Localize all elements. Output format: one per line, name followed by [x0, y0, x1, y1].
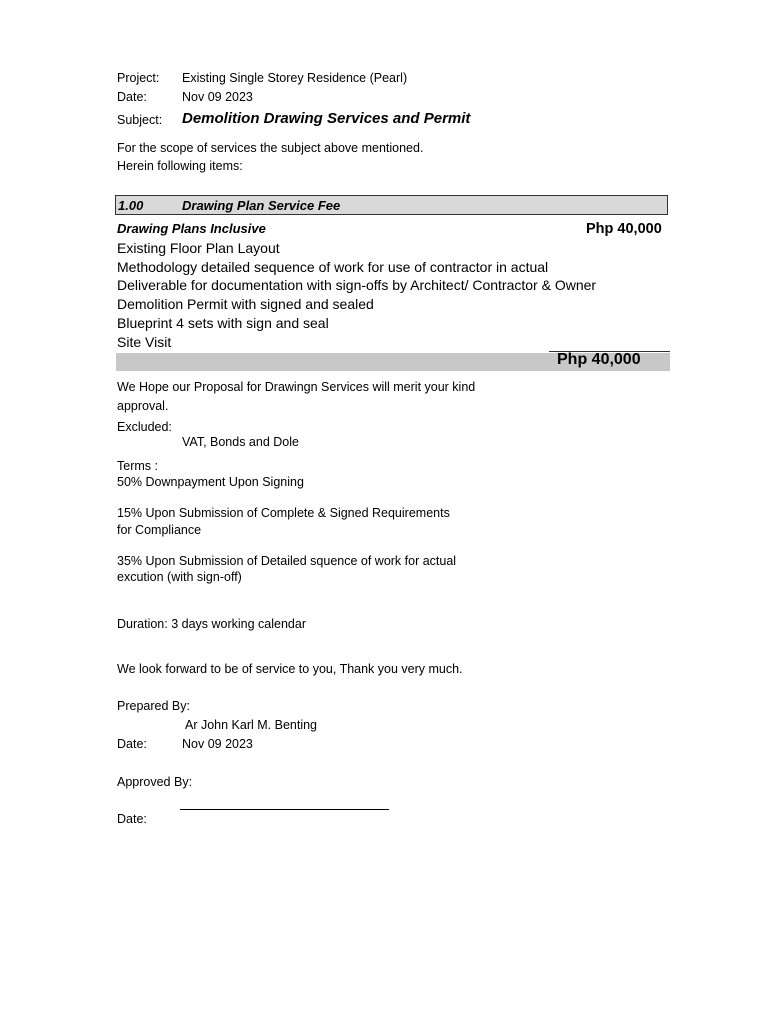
- intro-line-2: Herein following items:: [117, 159, 243, 173]
- list-item: Deliverable for documentation with sign-offs by Architect/ Contractor & Owner: [117, 277, 597, 293]
- terms-label: Terms :: [117, 459, 158, 473]
- section-heading: Drawing Plans Inclusive: [117, 221, 266, 236]
- excluded-value: VAT, Bonds and Dole: [182, 435, 299, 449]
- term-3-line-1: 35% Upon Submission of Detailed squence of work for actual: [117, 554, 457, 568]
- list-item: Existing Floor Plan Layout: [117, 240, 280, 256]
- term-3-line-2: excution (with sign-off): [117, 570, 242, 584]
- subject-label: Subject:: [117, 113, 163, 127]
- proposal-line-1: We Hope our Proposal for Drawingn Services will merit your kind: [117, 380, 476, 394]
- prepared-date-value: Nov 09 2023: [182, 737, 253, 751]
- total-price: Php 40,000: [557, 351, 641, 368]
- project-label: Project:: [117, 71, 160, 85]
- prepared-date-label: Date:: [117, 737, 147, 751]
- list-item: Blueprint 4 sets with sign and seal: [117, 315, 329, 331]
- project-value: Existing Single Storey Residence (Pearl): [182, 71, 408, 85]
- closing-line: We look forward to be of service to you, Thank you very much.: [117, 662, 463, 676]
- prepared-label: Prepared By:: [117, 699, 190, 713]
- approved-label: Approved By:: [117, 775, 193, 789]
- term-2-line-1: 15% Upon Submission of Complete & Signed Requirements: [117, 506, 450, 520]
- section-number: 1.00: [118, 198, 144, 213]
- term-1: 50% Downpayment Upon Signing: [117, 475, 304, 489]
- term-2-line-2: for Compliance: [117, 523, 202, 537]
- prepared-name: Ar John Karl M. Benting: [185, 718, 318, 732]
- approved-date-label: Date:: [117, 812, 147, 826]
- date-value: Nov 09 2023: [182, 90, 253, 104]
- subject-value: Demolition Drawing Services and Permit: [182, 110, 471, 127]
- duration: Duration: 3 days working calendar: [117, 617, 306, 631]
- section-title: Drawing Plan Service Fee: [182, 198, 341, 213]
- date-label: Date:: [117, 90, 147, 104]
- section-header: [115, 195, 668, 215]
- signature-line: [180, 809, 389, 810]
- excluded-label: Excluded:: [117, 420, 172, 434]
- list-item: Site Visit: [117, 334, 172, 350]
- intro-line-1: For the scope of services the subject above mentioned.: [117, 141, 424, 155]
- list-item: Demolition Permit with signed and sealed: [117, 296, 374, 312]
- list-item: Methodology detailed sequence of work for use of contractor in actual: [117, 259, 549, 275]
- section-price: Php 40,000: [586, 221, 662, 237]
- proposal-line-2: approval.: [117, 399, 169, 413]
